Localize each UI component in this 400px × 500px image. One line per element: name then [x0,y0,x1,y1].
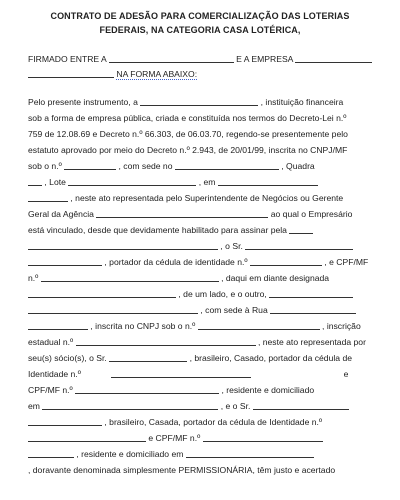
body-text: Pelo presente instrumento, a [28,97,138,107]
blank-field[interactable] [28,176,42,186]
body-line-17 [28,352,372,364]
blank-field[interactable] [64,160,116,170]
blank-field[interactable] [28,304,198,314]
blank-field[interactable] [140,96,258,106]
body-line-8 [28,208,372,220]
blank-field[interactable] [28,416,102,426]
body-text: , de um lado, e o outro, [178,289,267,299]
body-line-24 [28,464,372,476]
body-text: , doravante denominada simplesmente PERMISSIONÁRIA, têm justo e acertado [28,465,336,475]
blank-field[interactable] [253,400,349,410]
body-line-3 [28,128,372,140]
blank-field[interactable] [28,288,176,298]
body-line-1 [28,96,372,108]
blank-field[interactable] [28,432,146,442]
body-text: , instituição financeira [260,97,344,107]
body-text: e [343,369,349,379]
blank-field[interactable] [270,304,356,314]
body-text: , com sede no [118,161,173,171]
body-text: CPF/MF n.º [28,385,73,395]
blank-field[interactable] [28,448,74,458]
blank-field[interactable] [109,352,187,362]
body-text: , neste ato representada por [257,337,366,347]
firmado-line [28,53,372,65]
firmado-prefix: FIRMADO ENTRE A [28,54,107,64]
body-text: , portador da cédula de identidade n.º [104,257,248,267]
body-text: Geral da Agência [28,209,94,219]
forma-abaixo-text: NA FORMA ABAIXO: [116,69,198,79]
blank-field[interactable] [269,288,353,298]
body-text: , Lote [44,177,66,187]
body-line-20 [28,400,372,412]
body-line-13 [28,288,372,300]
body-text: , com sede à Rua [200,305,268,315]
blank-field[interactable] [41,272,219,282]
body-text: 759 de 12.08.69 e Decreto n.º 66.303, de 06.03.70, regendo-se presentemente pelo [28,129,348,139]
blank-field[interactable] [28,256,102,266]
blank-field[interactable] [218,176,318,186]
body-text: , brasileiro, Casada, portador da cédula de Identidade n.º [104,417,323,427]
body-text: , brasileiro, Casado, portador da cédula de [189,353,353,363]
document-title-line-2: FEDERAIS, NA CATEGORIA CASA LOTÉRICA, [99,25,301,35]
blank-field[interactable] [186,448,314,458]
body-text: sob a forma de empresa pública, criada e constituída nos termos do Decreto-Lei n.º [28,113,347,123]
blank-field[interactable] [75,384,219,394]
blank-field[interactable] [28,240,218,250]
body-text: em [28,401,40,411]
body-text: seu(s) sócio(s), o Sr. [28,353,107,363]
blank-field[interactable] [250,256,322,266]
body-line-11 [28,256,372,268]
blank-field[interactable] [42,400,218,410]
body-text: , inscrição [322,321,361,331]
blank-field[interactable] [76,336,256,346]
body-text: , daqui em diante designada [221,273,330,283]
blank-field[interactable] [295,53,372,63]
body-line-23 [28,448,372,460]
document-title-line-1: CONTRATO DE ADESÃO PARA COMERCIALIZAÇÃO DAS LOTERIAS [50,11,350,21]
blank-field[interactable] [175,160,279,170]
body-text: ao qual o Empresário [270,209,353,219]
body-text: estadual n.º [28,337,74,347]
blank-field[interactable] [203,432,323,442]
body-line-15 [28,320,372,332]
body-line-10 [28,240,372,252]
body-line-18 [28,368,372,380]
body-text: , residente e domiciliado em [76,449,184,459]
body-text: Identidade n.º [28,369,81,379]
body-text: , e o Sr. [220,401,251,411]
blank-field[interactable] [28,192,68,202]
blank-field[interactable] [245,240,353,250]
body-line-16 [28,336,372,348]
body-line-19 [28,384,372,396]
body-text: , residente e domiciliado [221,385,315,395]
body-line-4 [28,144,372,156]
body-line-6 [28,176,372,188]
body-line-14 [28,304,372,316]
forma-line [28,68,372,80]
blank-field[interactable] [111,368,251,378]
body-text: , em [198,177,216,187]
body-line-5 [28,160,372,172]
body-line-21 [28,416,372,428]
body-line-12 [28,272,372,284]
blank-field[interactable] [289,224,313,234]
body-text: sob o n.º [28,161,62,171]
body-text: , inscrita no CNPJ sob o n.º [90,321,196,331]
body-text: n.º [28,273,39,283]
blank-field[interactable] [109,53,234,63]
blank-field[interactable] [68,176,196,186]
firmado-middle: E A EMPRESA [236,54,293,64]
body-text: e CPF/MF n.º [148,433,201,443]
body-line-2 [28,112,372,124]
blank-field[interactable] [28,320,88,330]
body-line-7 [28,192,372,204]
body-text: , o Sr. [220,241,243,251]
body-text: estatuto aprovado por meio do Decreto n.º 2.943, de 20/01/99, inscrita no CNPJ/MF [28,145,348,155]
body-line-22 [28,432,372,444]
body-text: , Quadra [281,161,315,171]
blank-field[interactable] [96,208,268,218]
blank-field[interactable] [198,320,320,330]
blank-field[interactable] [28,68,114,78]
body-text: , e CPF/MF [324,257,369,267]
body-text: , neste ato representada pelo Superintendente de Negócios ou Gerente [70,193,344,203]
body-text: está vinculado, desde que devidamente habilitado para assinar pela [28,225,287,235]
body-line-9 [28,224,372,236]
